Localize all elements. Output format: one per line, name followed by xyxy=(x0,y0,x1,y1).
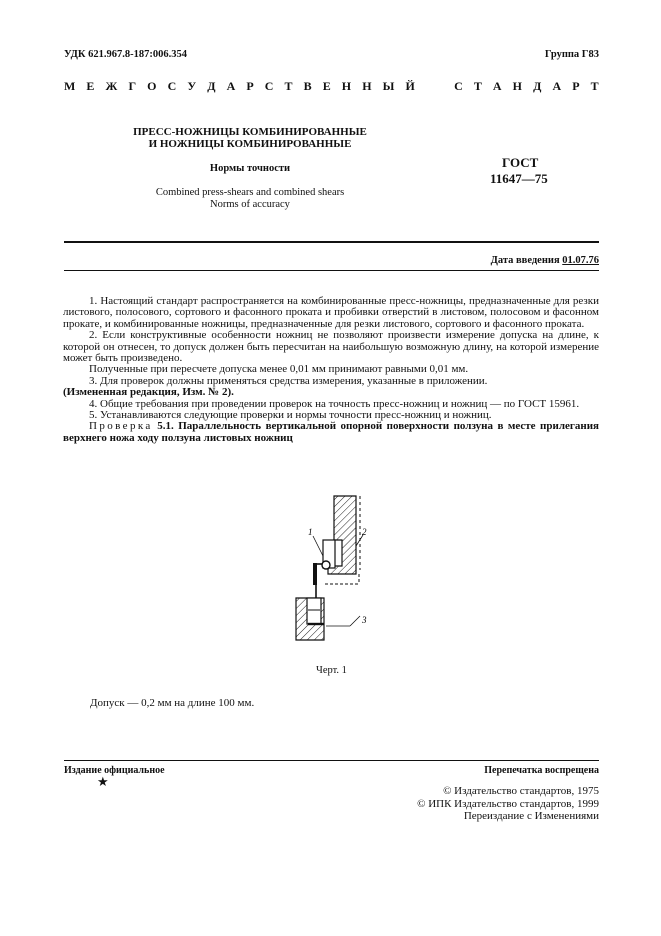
paragraph-2-note: Полученные при пересчете допуска менее 0,01 мм принимают равными 0,01 мм. xyxy=(89,363,469,376)
title-line-1: ПРЕСС-НОЖНИЦЫ КОМБИНИРОВАННЫЕ xyxy=(133,126,367,138)
paragraph-5: 5. Устанавливаются следующие проверки и нормы точности пресс-ножниц и ножниц. xyxy=(89,409,492,422)
reprint-prohibited: Перепечатка воспрещена xyxy=(484,765,599,776)
reissue-note: Переиздание с Изменениями xyxy=(463,810,599,822)
header-divider xyxy=(64,241,599,243)
english-title xyxy=(90,187,410,211)
english-title-line-1: Combined press-shears and combined shears xyxy=(155,187,345,198)
copyright-block xyxy=(417,785,599,823)
figure-drawing xyxy=(280,490,390,660)
banner-letter: Н xyxy=(362,79,372,93)
banner-letter: А xyxy=(226,79,236,93)
banner-letter: А xyxy=(492,79,502,93)
check-label: Проверка xyxy=(89,420,153,433)
check-5-1 xyxy=(63,421,599,444)
banner-letter: В xyxy=(303,79,312,93)
banner-letter: Р xyxy=(246,79,254,93)
banner-letter: А xyxy=(552,79,562,93)
banner-letter: М xyxy=(64,79,76,93)
banner-letter: С xyxy=(454,79,463,93)
standard-type-banner xyxy=(64,79,599,94)
banner-letter: С xyxy=(167,79,177,93)
banner-letter: О xyxy=(147,79,157,93)
figure-caption: Черт. 1 xyxy=(316,665,347,676)
english-title-line-2: Norms of accuracy xyxy=(210,199,290,210)
date-divider xyxy=(64,270,599,271)
banner-letter: Е xyxy=(86,79,95,93)
footer-divider xyxy=(64,760,599,761)
figure-label-3: 3 xyxy=(362,615,367,625)
paragraph-1: 1. Настоящий стандарт распространяется на комбинированные пресс-ножницы, предназначенные для резки листового, полосового, сортового и фасонного проката и пробивки отверстий в листовом, полосовом и фасонном прокате, и комбинированные ножницы, предназначенные для резки листового, сортового и фасонного проката. xyxy=(63,295,599,330)
check-number: 5.1. xyxy=(157,420,174,433)
gost-number-block xyxy=(490,155,548,187)
intro-date-label: Дата введения xyxy=(490,255,560,266)
banner-letter: Н xyxy=(341,79,352,93)
document-body xyxy=(63,296,599,444)
figure-label-2: 2 xyxy=(362,527,367,537)
paragraph-3: 3. Для проверок должны применяться средства измерения, указанные в приложении. xyxy=(89,374,488,387)
document-subtitle: Нормы точности xyxy=(209,163,291,174)
intro-date-value: 01.07.76 xyxy=(562,255,599,266)
document-title xyxy=(90,126,410,150)
paragraph-4: 4. Общие требования при проведении проверок на точность пресс-ножниц и ножниц — по ГОСТ 15961. xyxy=(89,397,580,410)
banner-letter xyxy=(440,79,443,94)
banner-letter: Т xyxy=(590,79,599,93)
banner-letter: Е xyxy=(322,79,331,93)
star-icon: ★ xyxy=(97,774,109,789)
paragraph-2: 2. Если конструктивные особенности ножниц не позволяют произвести измерение допуска на длине, к которой он отнесен, то допуск должен быть пересчитан на наибольшую возможную длину, на которой измерение может быть произведено. xyxy=(63,329,599,365)
banner-letter: Т xyxy=(473,79,482,93)
title-line-2: И НОЖНИЦЫ КОМБИНИРОВАННЫЕ xyxy=(148,138,352,150)
banner-letter xyxy=(426,79,429,94)
indicator-tip xyxy=(322,561,330,569)
copyright-1975: © Издательство стандартов, 1975 xyxy=(443,785,599,797)
group-code: Группа Г83 xyxy=(544,49,599,60)
banner-letter: Р xyxy=(572,79,580,93)
intro-date xyxy=(491,255,599,266)
gost-label: ГОСТ xyxy=(502,155,539,170)
banner-letter: С xyxy=(264,79,274,93)
banner-letter: Д xyxy=(207,79,216,93)
banner-letter: Й xyxy=(405,79,415,93)
gost-number: 11647—75 xyxy=(490,171,548,186)
official-edition: Издание официальное xyxy=(64,765,165,776)
banner-letter: Н xyxy=(512,79,523,93)
figure-label-1: 1 xyxy=(308,527,313,537)
tolerance-text: Допуск — 0,2 мм на длине 100 мм. xyxy=(90,697,255,709)
udk-code: УДК 621.967.8-187:006.354 xyxy=(64,49,187,60)
banner-letter: Ы xyxy=(382,79,395,93)
amendment-note: (Измененная редакция, Изм. № 2). xyxy=(63,386,234,399)
banner-letter: Ж xyxy=(105,79,118,93)
banner-letter: Г xyxy=(128,79,137,93)
check-title: Параллельность вертикальной опорной поверхности ползуна в месте прилегания верхнего ножа ходу ползуна листовых ножниц xyxy=(63,420,600,444)
copyright-1999: © ИПК Издательство стандартов, 1999 xyxy=(417,797,599,810)
banner-letter: Т xyxy=(284,79,293,93)
banner-letter: Д xyxy=(533,79,542,93)
banner-letter: У xyxy=(187,79,197,93)
